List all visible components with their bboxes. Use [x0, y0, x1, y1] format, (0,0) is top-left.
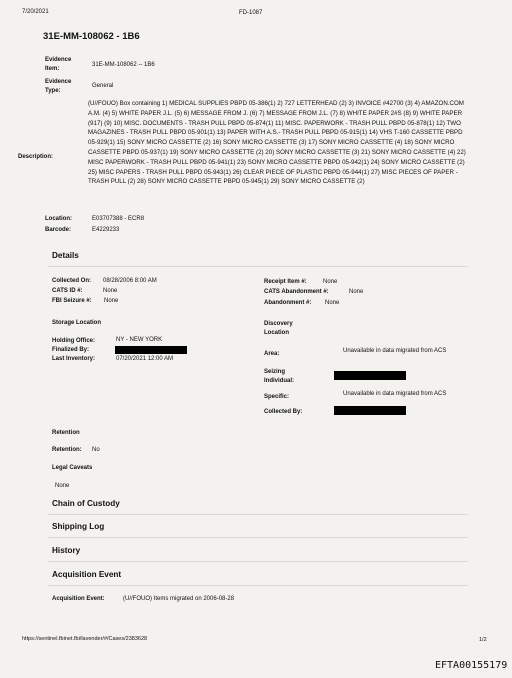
- details-divider: [48, 266, 468, 267]
- history-section[interactable]: History: [52, 546, 81, 555]
- cats-abandonment-label: CATS Abandonment #:: [264, 289, 329, 295]
- form-number: FD-1087: [239, 10, 263, 16]
- history-divider: [48, 561, 468, 562]
- specific-label: Specific:: [264, 394, 290, 400]
- location-label: Location:: [45, 216, 72, 222]
- footer-url: https://sentinel.fbinet.fbi/lavender/#/Cases/2383628: [22, 636, 148, 642]
- retention-label: Retention:: [52, 447, 82, 453]
- finalized-by-label: Finalized By:: [52, 347, 90, 353]
- legal-caveats-value: None: [55, 483, 70, 489]
- acquisition-event-section[interactable]: Acquisition Event: [52, 570, 122, 579]
- print-date: 7/20/2021: [22, 9, 49, 15]
- last-inventory-value: 07/20/2021 12:00 AM: [116, 356, 174, 362]
- receipt-item-value: None: [323, 279, 338, 285]
- seizing-individual-redaction: [334, 371, 406, 380]
- evidence-item-value: 31E-MM-108062 -- 1B6: [92, 62, 155, 68]
- collected-on-label: Collected On:: [52, 278, 92, 284]
- bates-number: EFTA00155179: [435, 660, 508, 671]
- collected-by-redaction: [334, 406, 406, 415]
- discovery-location-heading: Discovery Location: [264, 321, 293, 336]
- details-heading: Details: [52, 251, 79, 260]
- last-inventory-label: Last Inventory:: [52, 356, 96, 362]
- acquisition-event-label: Acquisition Event:: [52, 596, 105, 602]
- cats-id-label: CATS ID #:: [52, 288, 83, 294]
- evidence-item-label: Evidence Item:: [45, 57, 72, 72]
- holding-office-label: Holding Office:: [52, 338, 95, 344]
- abandonment-value: None: [325, 300, 340, 306]
- acquisition-event-value: (U//FOUO) Items migrated on 2006-08-28: [123, 596, 235, 602]
- retention-value: No: [92, 447, 100, 453]
- abandonment-label: Abandonment #:: [264, 300, 312, 306]
- acquisition-event-divider: [48, 585, 468, 586]
- barcode-value: E4229233: [92, 227, 120, 233]
- seizing-individual-label: Seizing Individual:: [264, 369, 294, 384]
- page-number: 1/2: [479, 637, 487, 643]
- specific-value: Unavailable in data migrated from ACS: [343, 391, 447, 397]
- collected-by-label: Collected By:: [264, 409, 303, 415]
- cats-id-value: None: [103, 288, 118, 294]
- cats-abandonment-value: None: [349, 289, 364, 295]
- shipping-log-divider: [48, 537, 468, 538]
- finalized-by-redaction: [115, 346, 187, 354]
- retention-heading: Retention: [52, 430, 80, 436]
- storage-location-heading: Storage Location: [52, 320, 102, 326]
- collected-on-value: 08/28/2006 8:00 AM: [103, 278, 157, 284]
- barcode-label: Barcode:: [45, 227, 72, 233]
- area-label: Area:: [264, 351, 280, 357]
- holding-office-value: NY - NEW YORK: [116, 337, 163, 343]
- chain-of-custody-divider: [48, 514, 468, 515]
- receipt-item-label: Receipt Item #:: [264, 279, 307, 285]
- fbi-seizure-value: None: [104, 298, 119, 304]
- evidence-type-value: General: [92, 83, 114, 89]
- fbi-seizure-label: FBI Seizure #:: [52, 298, 92, 304]
- description-text: (U//FOUO) Box containing 1) MEDICAL SUPPLIES PBPD 05-386(1) 2) 727 LETTERHEAD (2) 3) INVOICE #42700 (3) 4) AMAZON.COM A.M. (4) 5) WHITE PAPER J.L. (5) 6) MESSAGE FROM J. (6) 7) MESSAGE FROM J.L. (7) 8) WHITE PAPER 2#S (8) 9) WHITE PAPER (917) (9) 10) MISC. DOCUMENTS - TRASH PULL PBPD 05-874(1) 11) MISC. PAPERWORK - TRASH PULL PBPD 05-878(1) 12) TWO MAGAZINES - TRASH PULL PBPD 05-901(1) 13) PAPER WITH A.S.- TRASH PULL PBPD 05-915(1) 14) VHS T-160 CASSETTE PBPD 05-929(1) 15) SONY MICRO CASSETTE (2) 16) SONY MICRO CASSETTE (3) 17) SONY MICRO CASSETTE (4) 18) SONY MICRO CASSETTE PBPD 05-937(1) 19) SONY MICRO CASSETTE (2) 20) SONY MICRO CASSETTE (3) 21) SONY MICRO CASSETTE (4) 22) MISC PAPERWORK - TRASH PULL PBPD 05-941(1) 23) SONY MICRO CASSETTE PBPD 05-942(1) 24) SONY MICRO CASSETTE (2) 25) MISC PAPERS - TRASH PULL PBPD 05-943(1) 26) CLEAR PIECE OF PLASTIC PBPD 05-944(1) 27) MISC PIECES OF PAPER - TRASH PULL (2) 28) SONY MICRO CASSETTE PBPD 05-945(1) 29) SONY MICRO CASSETTE (2): [88, 100, 466, 186]
- evidence-type-label: Evidence Type:: [45, 79, 72, 94]
- location-value: E03707388 - ECR8: [92, 216, 145, 222]
- shipping-log-section[interactable]: Shipping Log: [52, 522, 105, 531]
- case-id-title: 31E-MM-108062 - 1B6: [43, 31, 140, 42]
- chain-of-custody-section[interactable]: Chain of Custody: [52, 499, 120, 508]
- area-value: Unavailable in data migrated from ACS: [343, 348, 447, 354]
- legal-caveats-heading: Legal Caveats: [52, 465, 93, 471]
- description-label: Description:: [18, 154, 54, 160]
